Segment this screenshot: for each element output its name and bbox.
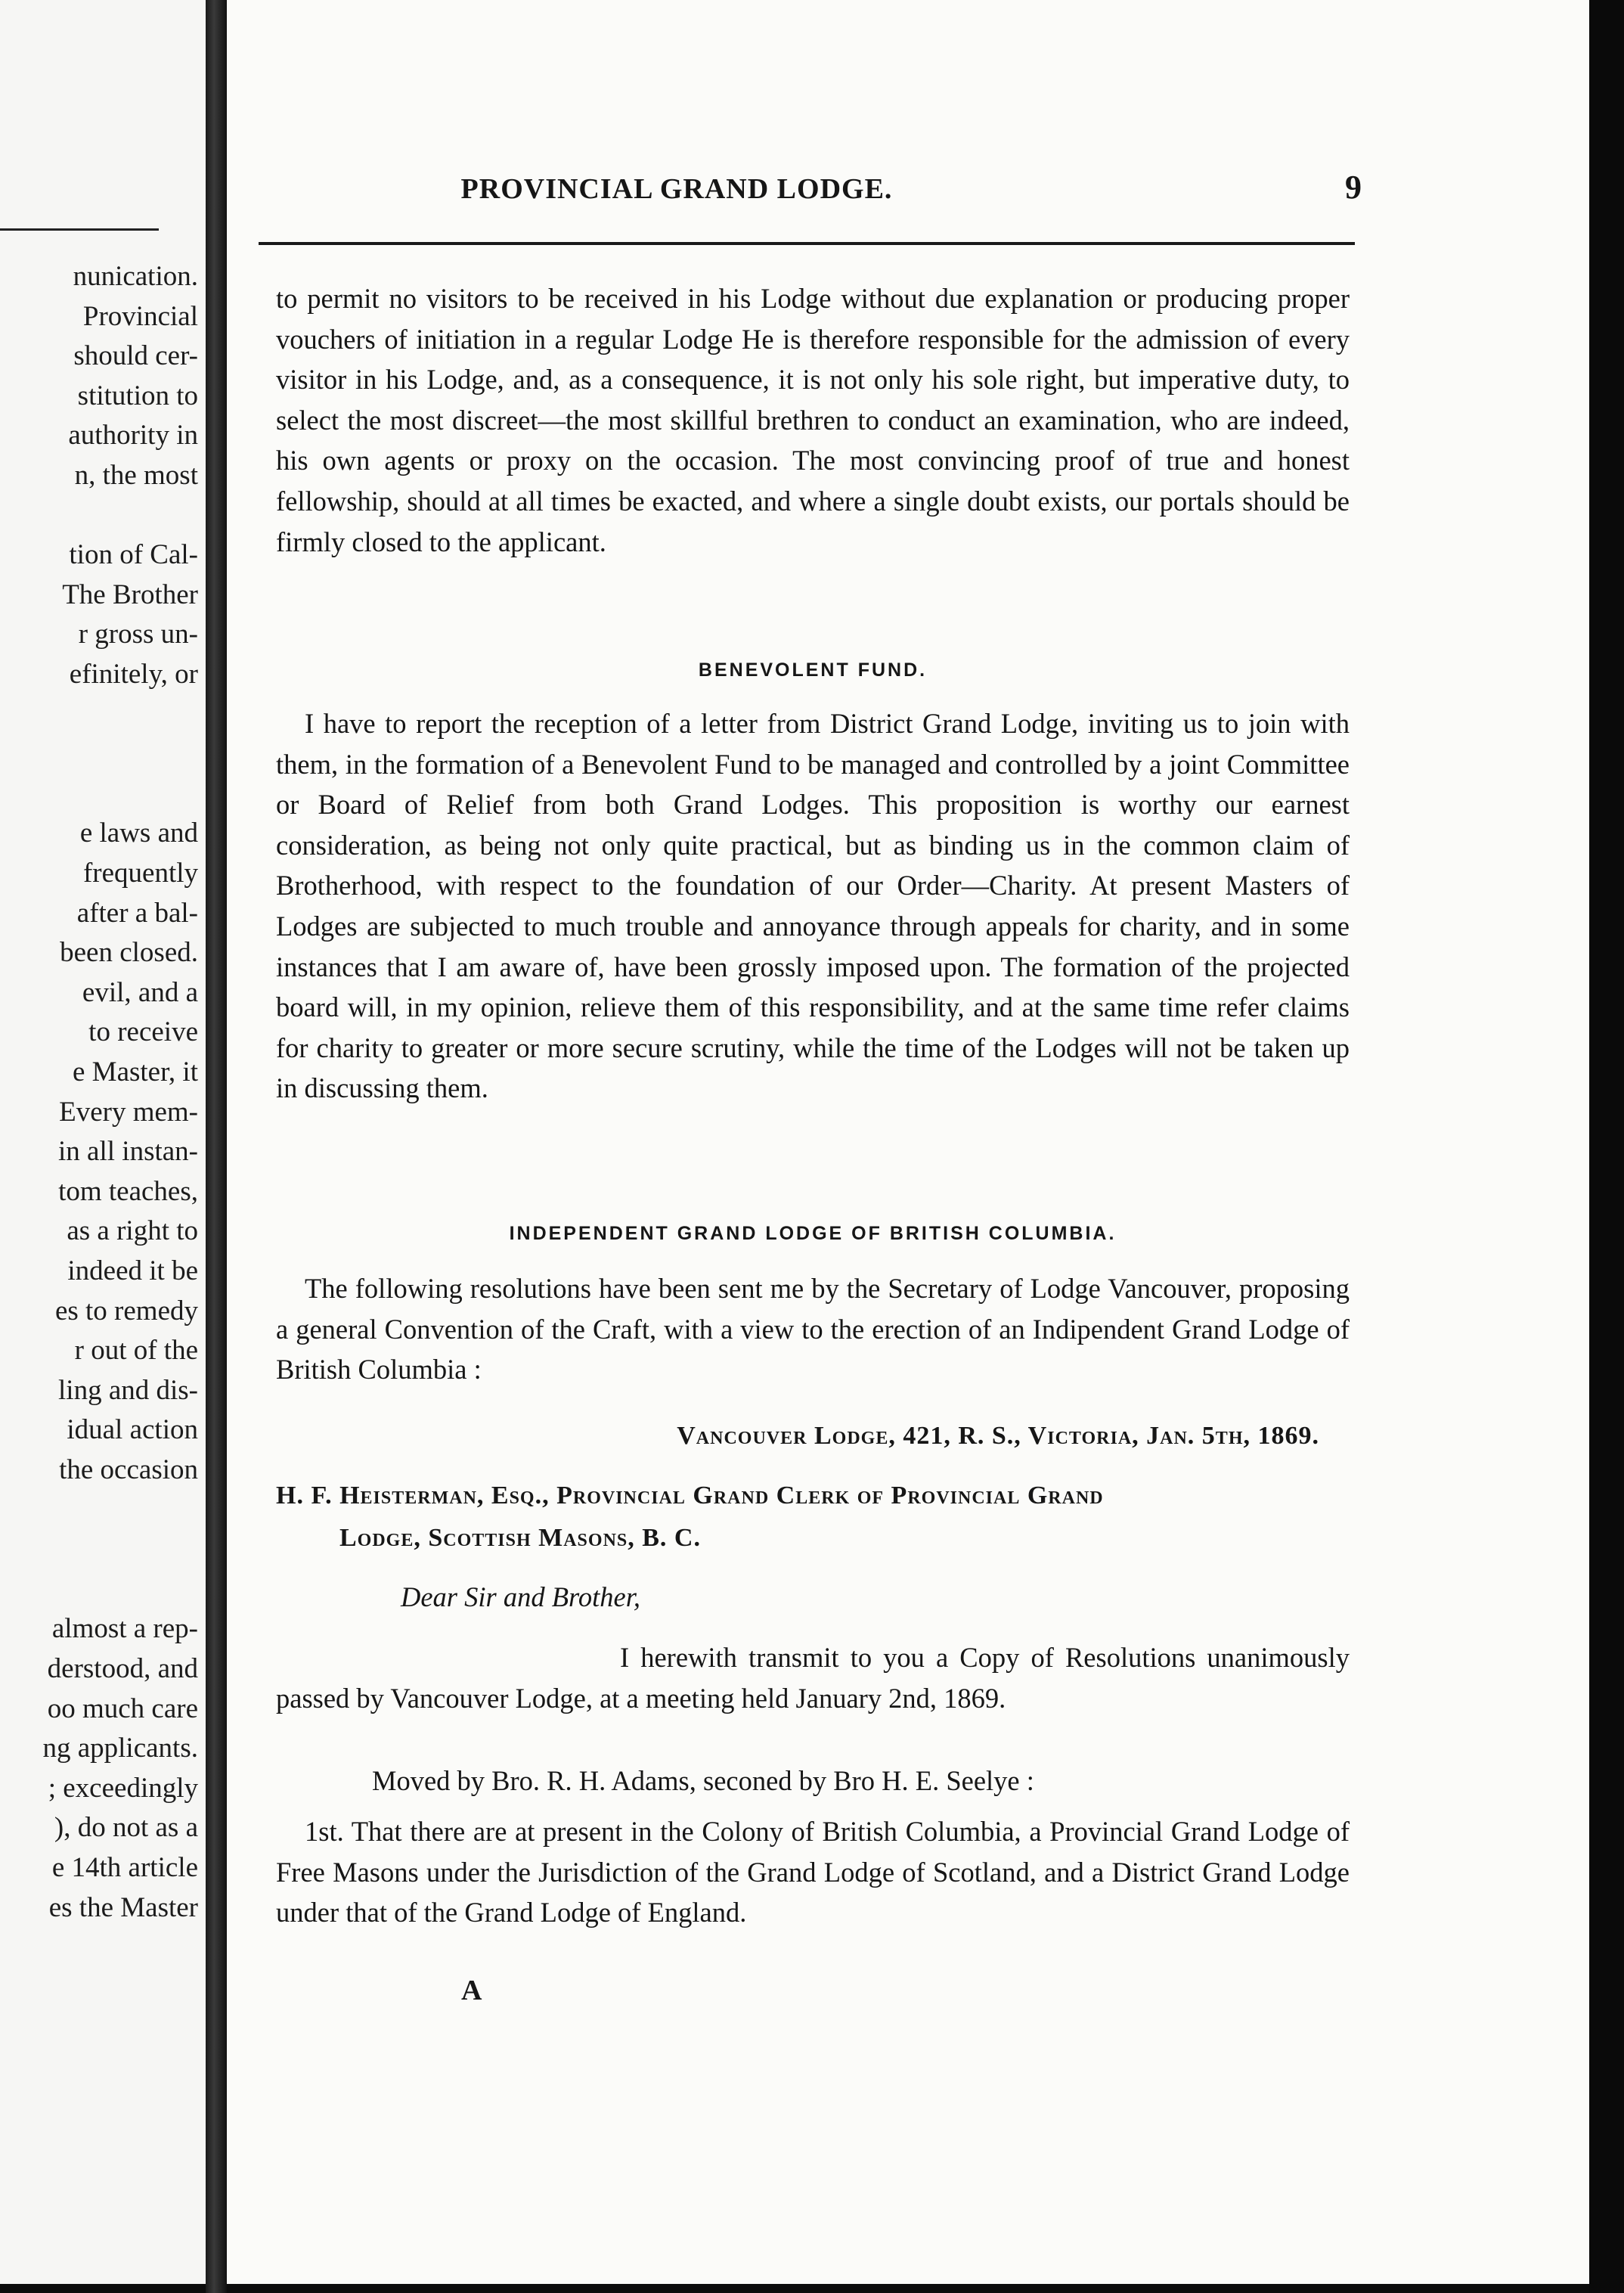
running-head: PROVINCIAL GRAND LODGE. [460, 173, 893, 205]
scan-edge [1589, 0, 1624, 2293]
facing-page-line: oo much care [47, 1693, 198, 1724]
facing-page-line: ; exceedingly [48, 1772, 198, 1804]
address-line-2: Lodge, Scottish Masons, B. C. [339, 1524, 701, 1552]
facing-page-line: after a bal- [76, 897, 198, 929]
facing-page-line: almost a rep- [51, 1613, 198, 1645]
moved-line [276, 1761, 1350, 1801]
facing-page-line: es to remedy [54, 1295, 198, 1326]
paragraph-text: to permit no visitors to be received in his Lodge without due explanation or producing proper vouchers of initiation in a regular Lodge He is therefore responsible for the admission of every visitor in his Lodge, and, as a consequence, it is not only his sole right, but imperative duty, to select the most discreet—the most skillful brethren to conduct an examination, who are indeed, his own agents or proxy on the occasion. The most convincing proof of true and honest fellowship, should at all times be exacted, and where a single doubt exists, our portals should be firmly closed to the applicant. [276, 283, 1350, 557]
resolution-1-label: 1st. [305, 1816, 344, 1847]
facing-page-line: authority in [68, 420, 198, 451]
letter-body [276, 1637, 1350, 1718]
facing-page-line: The Brother [62, 579, 198, 610]
letter-address [276, 1475, 1350, 1559]
facing-page-line: r gross un- [78, 619, 198, 650]
facing-page-line: stitution to [77, 380, 198, 411]
book-gutter [206, 0, 227, 2293]
facing-page-line: Provincial [82, 300, 198, 332]
facing-page-line: ng applicants. [42, 1733, 198, 1764]
facing-page-line: es the Master [48, 1891, 198, 1923]
letter-salutation [276, 1577, 1350, 1618]
facing-page-line: indeed it be [67, 1255, 198, 1286]
facing-page-fragment [0, 0, 206, 2284]
heading-benevolent-fund: BENEVOLENT FUND. [698, 659, 928, 681]
paragraph-benevolent [276, 703, 1350, 1109]
address-line-1: H. F. Heisterman, Esq., Provincial Grand Clerk of Provincial Grand [276, 1482, 1104, 1510]
paragraph-text: I have to report the reception of a letter from District Grand Lodge, inviting us to join with them, in the formation of a Benevolent Fund to be managed and controlled by a joint Committee or Board of Relief from both Grand Lodges. This proposition is worthy our earnest consideration, as being not only quite practical, but as binding us in the common claim of Brotherhood, with respect to the foundation of our Order—Charity. At present Masters of Lodges are subjected to much trouble and annoyance through appeals for charity, and in some instances that I am aware of, have been grossly imposed upon. The formation of the projected board will, in my opinion, relieve them of this responsibility, and at the same time refer claims for charity to greater or more secure scrutiny, while the time of the Lodges will not be taken up in discussing them. [276, 708, 1350, 1104]
facing-page-line: ling and dis- [58, 1374, 198, 1406]
facing-page-line: as a right to [67, 1215, 198, 1247]
resolution-1-text [276, 1811, 1350, 1933]
facing-page-line: r out of the [74, 1335, 198, 1367]
facing-page-line: tion of Cal- [69, 539, 198, 571]
salutation-text: Dear Sir and Brother, [401, 1581, 641, 1612]
facing-page-line: should cer- [73, 340, 198, 372]
facing-page-line: e Master, it [73, 1057, 198, 1088]
resolution-1-body: That there are at present in the Colony of British Columbia, a Provincial Grand Lodge of Free Masons under the Jurisdiction of the Grand Lodge of Scotland, and a District Grand Lodge under that of the Grand Lodge of England. [276, 1816, 1350, 1928]
facing-page-line: e laws and [79, 818, 198, 849]
paragraph-resolutions-intro [276, 1268, 1350, 1390]
facing-page-line: n, the most [74, 460, 198, 491]
dateline-text: Vancouver Lodge, 421, R. S., Victoria, Jan. 5th, 1869. [677, 1422, 1319, 1450]
heading-independent-grand-lodge: INDEPENDENT GRAND LODGE OF BRITISH COLUMBIA. [509, 1223, 1117, 1244]
facing-page-line: e 14th article [51, 1852, 198, 1883]
paragraph-text: The following resolutions have been sent me by the Secretary of Lodge Vancouver, proposing a general Convention of the Craft, with a view to the erection of an Indipendent Grand Lodge of British Columbia : [276, 1273, 1350, 1385]
header-rule [259, 242, 1355, 245]
letter-body-text: I herewith transmit to you a Copy of Resolutions unanimously passed by Vancouver Lodge, at a meeting held January 2nd, 1869. [276, 1642, 1350, 1714]
facing-page-line: evil, and a [82, 976, 198, 1008]
facing-page-line: Every mem- [59, 1096, 198, 1128]
catchword: A [461, 1975, 482, 2006]
facing-page-line: efinitely, or [69, 659, 198, 690]
facing-page-rule [0, 228, 159, 231]
resolution-1 [276, 1811, 1350, 1933]
facing-page-line: ), do not as a [54, 1812, 198, 1844]
facing-page-line: to receive [88, 1016, 198, 1048]
facing-page-line: derstood, and [47, 1653, 198, 1684]
facing-page-line: idual action [67, 1414, 198, 1446]
paragraph-visitors [276, 278, 1350, 562]
moved-text: Moved by Bro. R. H. Adams, seconed by Bro H. E. Seelye : [372, 1765, 1034, 1796]
facing-page-line: frequently [82, 858, 198, 889]
facing-page-line: in all instan- [58, 1136, 198, 1168]
facing-page-line: been closed. [60, 937, 198, 969]
page-number: 9 [1345, 169, 1362, 206]
facing-page-line: nunication. [73, 261, 198, 292]
facing-page-line: tom teaches, [58, 1175, 198, 1207]
letter-dateline [276, 1416, 1350, 1457]
facing-page-line: the occasion [59, 1454, 198, 1485]
